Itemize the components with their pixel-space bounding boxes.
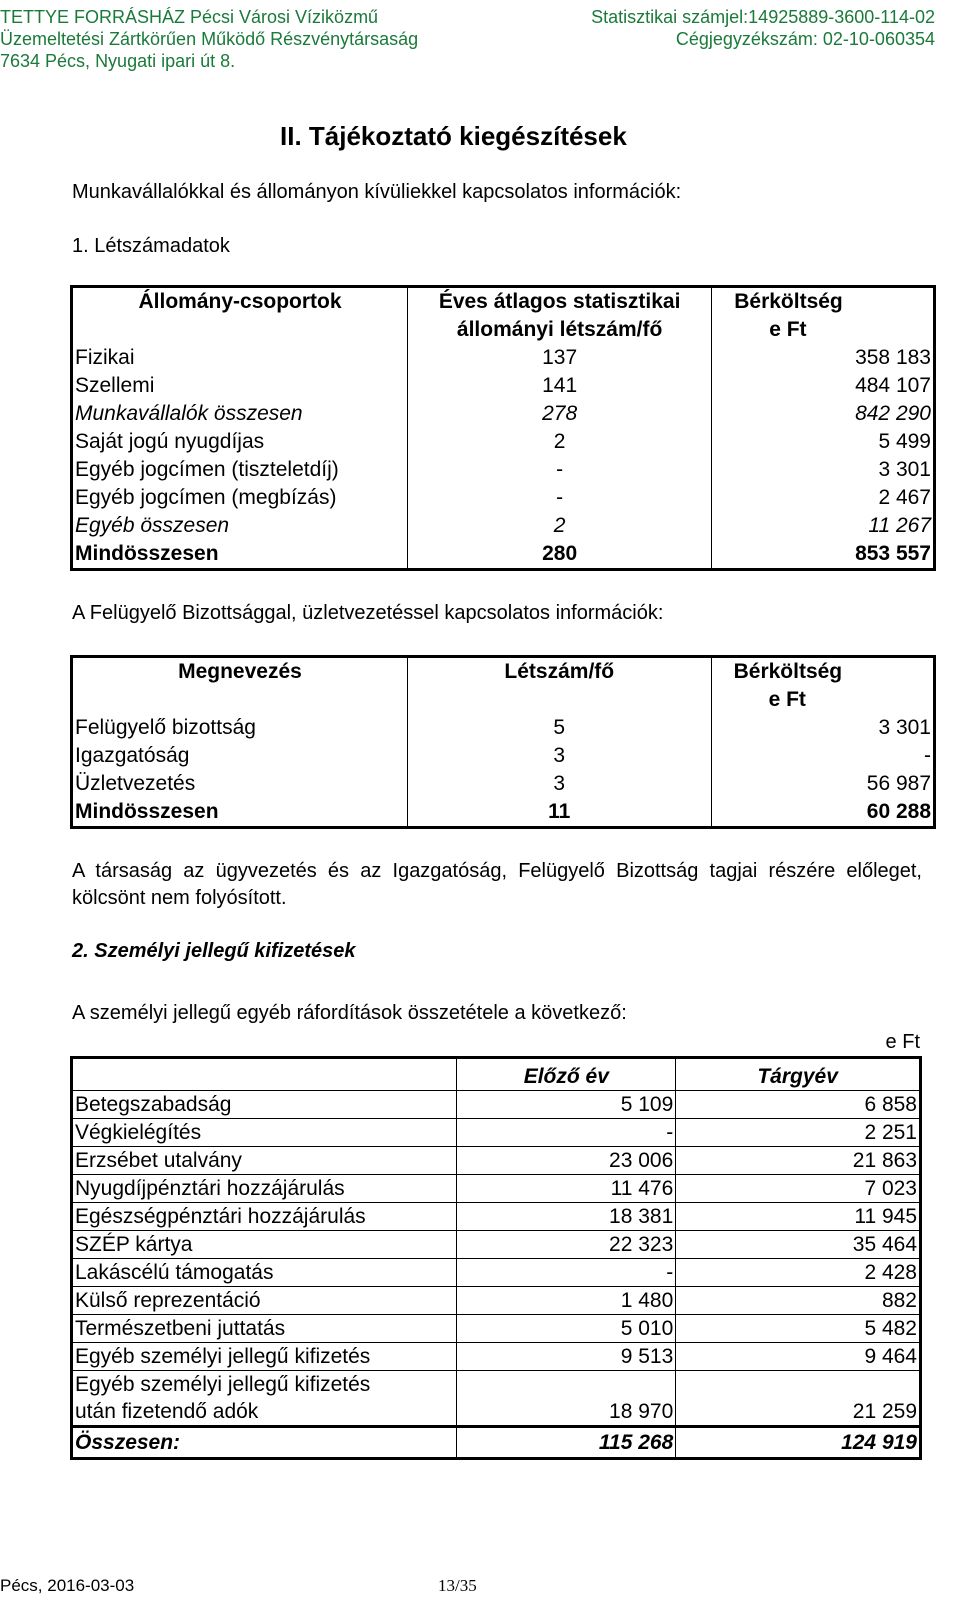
tax-row-label-line1: Egyéb személyi jellegű kifizetés	[72, 1371, 457, 1399]
row-current-year: 2 251	[676, 1119, 921, 1147]
header-avg-line2: állományi létszám/fő	[408, 316, 712, 344]
header-cost-line2: e Ft	[712, 316, 935, 344]
row-current-year: 6 858	[676, 1091, 921, 1119]
row-current-year: 11 945	[676, 1203, 921, 1231]
header-cost-line2: e Ft	[711, 686, 934, 714]
row-count: 5	[407, 714, 711, 742]
row-prev-year: 22 323	[457, 1231, 676, 1259]
table-row	[72, 1091, 921, 1119]
table-row	[72, 344, 935, 372]
row-cost: 5 499	[712, 428, 935, 456]
tax-row-prev: 18 970	[457, 1398, 676, 1427]
row-count: -	[408, 456, 712, 484]
row-count: 137	[408, 344, 712, 372]
row-count: 3	[407, 770, 711, 798]
header-cost-line1: Bérköltség	[712, 287, 935, 317]
row-label: Igazgatóság	[75, 744, 190, 767]
table-row	[72, 770, 935, 798]
page-title: II. Tájékoztató kiegészítések	[280, 121, 627, 151]
row-cost: 484 107	[712, 372, 935, 400]
unit-label: e Ft	[885, 1031, 920, 1053]
row-prev-year: 11 476	[457, 1175, 676, 1203]
row-label: SZÉP kártya	[72, 1231, 457, 1259]
table-row	[72, 372, 935, 400]
table-row	[72, 540, 935, 570]
row-count: 2	[408, 512, 712, 540]
table-row	[72, 1259, 921, 1287]
table-row	[72, 456, 935, 484]
header-cost-line1: Bérköltség	[711, 657, 934, 687]
row-cost: 60 288	[711, 798, 934, 828]
row-label: Külső reprezentáció	[72, 1287, 457, 1315]
row-prev-year: 18 381	[457, 1203, 676, 1231]
company-registry-number: Cégjegyzékszám: 02-10-060354	[675, 29, 935, 49]
header-prev-year: Előző év	[457, 1058, 676, 1091]
header-avg-line1: Éves átlagos statisztikai	[408, 287, 712, 317]
row-cost: 842 290	[712, 400, 935, 428]
board-table	[70, 655, 936, 829]
row-current-year: 7 023	[676, 1175, 921, 1203]
row-prev-year: 9 513	[457, 1343, 676, 1371]
total-prev: 115 268	[457, 1427, 676, 1459]
table-row	[72, 428, 935, 456]
section2-intro: A személyi jellegű egyéb ráfordítások összetétele a következő:	[72, 1002, 627, 1024]
header-count: Létszám/fő	[407, 657, 711, 687]
row-label: Szellemi	[75, 374, 155, 397]
tax-row-curr: 21 259	[676, 1398, 921, 1427]
row-cost: 2 467	[712, 484, 935, 512]
header-group: Állomány-csoportok	[138, 290, 342, 313]
footer-page-number: 13/35	[438, 1576, 477, 1595]
table-row	[72, 1203, 921, 1231]
row-current-year: 882	[676, 1287, 921, 1315]
row-label: Egyéb összesen	[75, 514, 230, 537]
row-current-year: 2 428	[676, 1259, 921, 1287]
row-label: Mindösszesen	[75, 800, 219, 823]
row-prev-year: 23 006	[457, 1147, 676, 1175]
table-row	[72, 1119, 921, 1147]
row-cost: 358 183	[712, 344, 935, 372]
row-label: Fizikai	[75, 346, 135, 369]
row-current-year: 9 464	[676, 1343, 921, 1371]
total-label: Összesen:	[72, 1427, 457, 1459]
row-current-year: 21 863	[676, 1147, 921, 1175]
table-row	[72, 1147, 921, 1175]
total-curr: 124 919	[676, 1427, 921, 1459]
row-label: Egyéb jogcímen (tiszteletdíj)	[75, 458, 339, 481]
table-row	[72, 1315, 921, 1343]
row-prev-year: 5 010	[457, 1315, 676, 1343]
row-label: Munkavállalók összesen	[75, 402, 303, 425]
table-row	[72, 512, 935, 540]
row-label: Mindösszesen	[75, 542, 219, 565]
row-label: Lakáscélú támogatás	[72, 1259, 457, 1287]
row-count: 280	[408, 540, 712, 570]
row-cost: 11 267	[712, 512, 935, 540]
section2-title: 2. Személyi jellegű kifizetések	[72, 940, 356, 962]
table-row	[72, 714, 935, 742]
header-name: Megnevezés	[178, 660, 302, 683]
row-label: Felügyelő bizottság	[75, 716, 256, 739]
row-cost: 853 557	[712, 540, 935, 570]
row-count: 278	[408, 400, 712, 428]
row-cost: 3 301	[711, 714, 934, 742]
table-row	[72, 1231, 921, 1259]
row-label: Természetbeni juttatás	[72, 1315, 457, 1343]
row-label: Betegszabadság	[72, 1091, 457, 1119]
loan-note: A társaság az ügyvezetés és az Igazgatóság, Felügyelő Bizottság tagjai részére előleget, kölcsönt nem folyósított.	[72, 860, 922, 909]
company-name-line2: Üzemeltetési Zártkörűen Működő Részvénytársaság	[0, 29, 419, 49]
row-count: 141	[408, 372, 712, 400]
row-count: -	[408, 484, 712, 512]
row-cost: 56 987	[711, 770, 934, 798]
headcount-table	[70, 285, 936, 571]
personnel-expenses-table	[70, 1056, 922, 1460]
row-prev-year: 1 480	[457, 1287, 676, 1315]
table-row	[72, 1287, 921, 1315]
row-label: Nyugdíjpénztári hozzájárulás	[72, 1175, 457, 1203]
row-prev-year: 5 109	[457, 1091, 676, 1119]
row-count: 3	[407, 742, 711, 770]
row-label: Egészségpénztári hozzájárulás	[72, 1203, 457, 1231]
row-prev-year: -	[457, 1119, 676, 1147]
row-count: 11	[407, 798, 711, 828]
table-row	[72, 798, 935, 828]
row-label: Egyéb személyi jellegű kifizetés	[72, 1343, 457, 1371]
statistical-number: Statisztikai számjel:14925889-3600-114-02	[591, 7, 935, 27]
row-current-year: 35 464	[676, 1231, 921, 1259]
row-current-year: 5 482	[676, 1315, 921, 1343]
row-label: Saját jogú nyugdíjas	[75, 430, 265, 453]
board-intro-text: A Felügyelő Bizottsággal, üzletvezetéssel kapcsolatos információk:	[72, 602, 664, 624]
table-row	[72, 1343, 921, 1371]
footer-place-date: Pécs, 2016-03-03	[0, 1576, 135, 1595]
row-count: 2	[408, 428, 712, 456]
company-address: 7634 Pécs, Nyugati ipari út 8.	[0, 51, 236, 71]
section1-title: 1. Létszámadatok	[72, 235, 230, 257]
header-current-year: Tárgyév	[676, 1058, 921, 1091]
row-label: Erzsébet utalvány	[72, 1147, 457, 1175]
table-row	[72, 1175, 921, 1203]
table-row	[72, 484, 935, 512]
row-cost: -	[711, 742, 934, 770]
row-prev-year: -	[457, 1259, 676, 1287]
row-label: Egyéb jogcímen (megbízás)	[75, 486, 337, 509]
row-label: Üzletvezetés	[75, 772, 196, 795]
row-cost: 3 301	[712, 456, 935, 484]
table-row	[72, 400, 935, 428]
intro-text: Munkavállalókkal és állományon kívüliekkel kapcsolatos információk:	[72, 181, 682, 203]
company-name-line1: TETTYE FORRÁSHÁZ Pécsi Városi Víziközmű	[0, 7, 379, 27]
tax-row-label-line2: után fizetendő adók	[72, 1398, 457, 1427]
row-label: Végkielégítés	[72, 1119, 457, 1147]
table-row	[72, 742, 935, 770]
